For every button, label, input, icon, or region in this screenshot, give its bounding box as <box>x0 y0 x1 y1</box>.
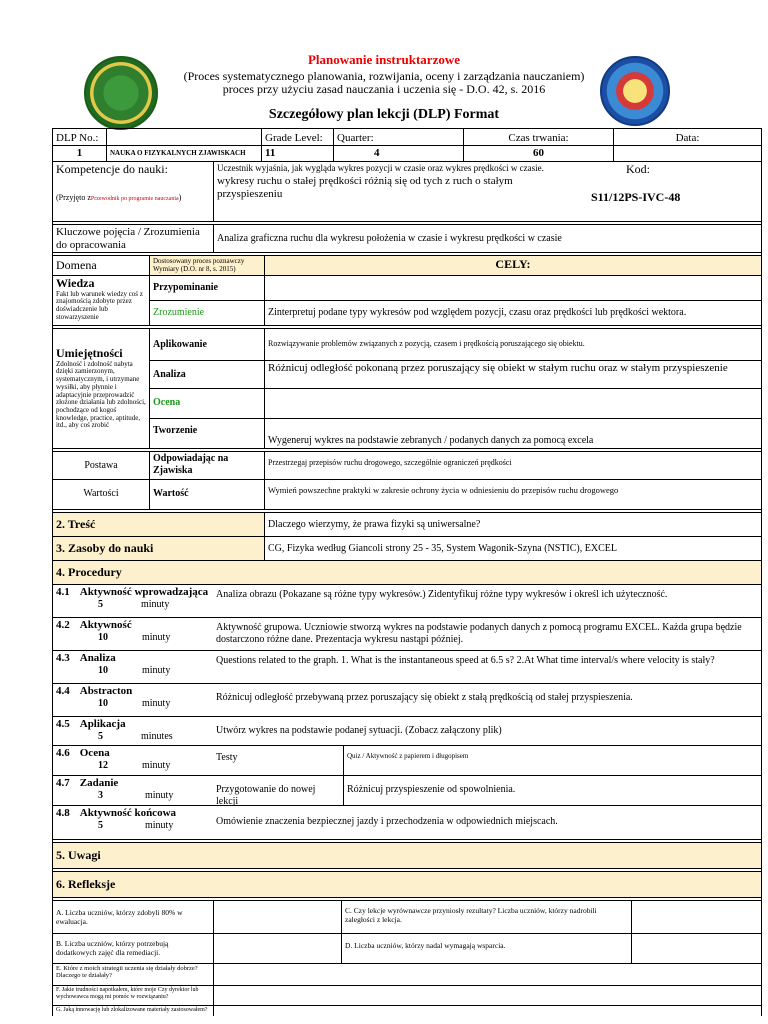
procedure-text: Questions related to the graph. 1. What is the instantaneous speed at 6.5 s? 2.At What time interval/s where velocity is stały? <box>216 655 715 666</box>
create-cell: Tworzenie <box>149 419 264 448</box>
knowledge-title: Wiedza <box>56 276 95 290</box>
procedure-text: Omówienie znaczenia bezpiecznej jazdy i przechodzenia w odpowiednich miejscach. <box>216 816 558 827</box>
document-header <box>0 0 768 128</box>
procedure-text: Różnicuj odległość przebywaną przez poruszający się obiekt z stałą prędkością od stałej przyspieszenia. <box>216 692 633 703</box>
planning-description: (Proces systematycznego planowania, rozwijania, oceny i zarządzania nauczaniem) <box>183 69 585 83</box>
reflection-row <box>52 901 762 934</box>
resources-text: CG, Fizyka według Giancoli strony 25 - 35, System Wagonik-Szyna (NSTIC), EXCEL <box>264 537 761 560</box>
values-goal: Wymień powszechne praktyki w zakresie ochrony życia w odniesieniu do przepisów ruchu drogowego <box>264 480 761 509</box>
attitude-goal: Przestrzegaj przepisów ruchu drogowego, szczególnie ograniczeń prędkości <box>264 452 761 479</box>
key-concepts-label: Kluczowe pojęcia / Zrozumienia do opracowania <box>56 226 200 251</box>
key-concepts-row <box>52 225 762 253</box>
reflection-c-answer[interactable] <box>631 901 761 933</box>
reflection-g: G. Jaką innowację lub zlokalizowane materiały zastosowałem? <box>56 1007 208 1013</box>
reflection-c: C. Czy lekcje wyrównawcze przyniosły rezultaty? Liczba uczniów, którzy nadrobili zaległości z lekcja. <box>341 901 631 933</box>
analyze-goal: Różnicuj odległość pokonaną przez poruszający się obiekt w stałym ruchu oraz w stałym przyspieszenie <box>264 361 761 389</box>
reflection-b: B. Liczba uczniów, którzy potrzebują dodatkowych zajęć dla remediacji. <box>56 939 169 957</box>
procedure-text-detail: Różnicuj przyspieszenie od spowolnienia. <box>343 776 761 805</box>
attitude-label: Postawa <box>84 460 118 471</box>
procedure-name-cell: 4.1 Aktywność wprowadzająca 5 minuty <box>56 586 209 610</box>
procedure-name-cell: 4.8 Aktywność końcowa 5 minuty <box>56 807 177 831</box>
info-labels-row <box>52 128 762 146</box>
duration-label: Czas trwania: <box>463 129 613 145</box>
procedure-item <box>52 651 762 684</box>
knowledge-label-cell <box>53 276 149 325</box>
reflection-f: F. Jakie trudności napotkałem, które moje Czy dyrektor lub wychowawca mogą mi pomóc w rozwiązaniu? <box>56 987 199 1000</box>
analyze-cell: Analiza <box>149 361 264 389</box>
procedure-name-cell: 4.2 Aktywność 10 minuty <box>56 619 171 643</box>
reflection-a: A. Liczba uczniów, którzy zdobyli 80% w ewaluacja. <box>56 908 183 926</box>
blank-label-cell <box>106 129 261 145</box>
procedure-text: Testy <box>216 752 238 763</box>
remarks-row <box>52 843 762 869</box>
date-value <box>613 146 761 161</box>
competency-text-cell <box>213 162 548 221</box>
competency-label: Kompetencje do nauki: <box>56 162 168 176</box>
grade-level-value: 11 <box>261 146 333 161</box>
grade-level-label: Grade Level: <box>261 129 333 145</box>
evaluate-goal <box>264 389 761 419</box>
values-row <box>52 480 762 510</box>
skills-row <box>52 329 762 449</box>
procedure-item <box>52 746 762 776</box>
create-goal: Wygeneruj wykres na podstawie zebranych / podanych danych za pomocą excela <box>264 419 761 448</box>
dlp-table <box>52 128 762 1016</box>
procedure-name-cell: 4.3 Analiza 10 minuty <box>56 652 171 676</box>
content-row <box>52 513 762 537</box>
quarter-label: Quarter: <box>333 129 463 145</box>
understand-cell: Zrozumienie <box>149 301 264 325</box>
reflection-row <box>52 934 762 964</box>
info-values-row <box>52 146 762 162</box>
duration-value: 60 <box>463 146 613 161</box>
knowledge-row <box>52 276 762 326</box>
values-value: Wartość <box>149 480 264 509</box>
dlp-no-label: DLP No.: <box>56 132 99 144</box>
procedure-name-cell: 4.5 Aplikacja 5 minutes <box>56 718 173 742</box>
reflection-g-answer[interactable] <box>213 1006 761 1016</box>
attitude-row <box>52 452 762 480</box>
skills-description: Zdolność i zdolność nabyta dzięki zamierzonym, systematycznym, i utrzymane wysiłki, aby płynnie i adaptacyjnie przeprowadzić złożone działania lub zdolności, pochodzące od kogoś knowledge, practice, aptitude, itd., aby coś zrobić <box>56 359 146 430</box>
code-label: Kod: <box>626 162 650 176</box>
competency-row <box>52 162 762 222</box>
procedure-item <box>52 806 762 840</box>
procedure-item <box>52 776 762 806</box>
skills-title: Umiejętności <box>56 346 123 360</box>
resources-row <box>52 537 762 561</box>
date-label: Data: <box>613 129 761 145</box>
apply-goal: Rozwiązywanie problemów związanych z pozycją, czasem i prędkością poruszającego się obiektu. <box>264 329 761 361</box>
procedure-name-cell: 4.4 Abstracton 10 minuty <box>56 685 171 709</box>
attitude-respond: Odpowiadając na Zjawiska <box>149 452 264 479</box>
reflection-e-answer[interactable] <box>213 964 761 985</box>
values-label: Wartości <box>83 488 119 499</box>
planning-reference: proces przy użyciu zasad nauczania i uczenia się - D.O. 42, s. 2016 <box>222 82 546 96</box>
process-dimensions-note: Dostosowany proces poznawczy Wymiary (D.O. nr 8, s. 2015) <box>149 256 264 275</box>
procedure-text: Utwórz wykres na podstawie podanej sytuacji. (Zobacz załączony plik) <box>216 725 502 736</box>
code-cell <box>548 162 761 221</box>
knowledge-description: Fakt lub warunek wiedzy coś z znajomością zdobyte przez doświadczenie lub stowarzyszenie <box>56 289 143 321</box>
competency-source-note: (Przyjęto zPrzewodnik po programie nauczania) <box>56 192 182 202</box>
dlp-no-value: 1 <box>76 147 83 159</box>
domain-row <box>52 256 762 276</box>
planning-title: Planowanie instruktarzowe <box>307 52 461 67</box>
reflection-row <box>52 986 762 1006</box>
procedures-label: 4. Procedury <box>56 565 122 579</box>
competency-label-cell <box>53 162 213 221</box>
content-text: Dlaczego wierzymy, że prawa fizyki są uniwersalne? <box>264 513 761 536</box>
procedure-item <box>52 618 762 651</box>
competency-text-main: wykresy ruchu o stałej prędkości różnią się od tych z ruch o stałym przyspieszeniu <box>217 175 513 200</box>
quarter-value: 4 <box>333 146 463 161</box>
procedure-text: Aktywność grupowa. Uczniowie stworzą wykres na podstawie podanych danych z pomocą programu EXCEL. Każda grupa będzie dostarczono różne dane. Prezentacja wykresu nastąpi później. <box>216 622 742 645</box>
domain-label: Domena <box>56 258 97 272</box>
remember-goal <box>264 276 761 301</box>
resources-label: 3. Zasoby do nauki <box>53 537 264 560</box>
goals-label: CELY: <box>264 256 761 275</box>
dlp-format-title: Szczegółowy plan lekcji (DLP) Format <box>268 107 500 122</box>
reflection-row <box>52 964 762 986</box>
reflection-row <box>52 1006 762 1016</box>
procedure-item <box>52 585 762 618</box>
procedure-item <box>52 684 762 717</box>
reflections-label: 6. Refleksje <box>56 877 116 891</box>
remarks-label: 5. Uwagi <box>56 848 101 862</box>
reflection-b-answer[interactable] <box>213 934 341 963</box>
key-concepts-text: Analiza graficzna ruchu dla wykresu położenia w czasie i wykresu prędkości w czasie <box>213 225 761 252</box>
reflection-a-answer[interactable] <box>213 901 341 933</box>
procedure-name-cell: 4.7 Zadanie 3 minuty <box>56 777 174 801</box>
procedure-text-detail: Quiz / Aktywność z papierem i długopisem <box>343 746 761 775</box>
reflection-d-answer[interactable] <box>631 934 761 963</box>
procedures-row <box>52 561 762 585</box>
reflection-d: D. Liczba uczniów, którzy nadal wymagają wsparcia. <box>341 934 631 963</box>
reflection-e: E. Które z moich strategii uczenia się działały dobrze? Dlaczego te działały? <box>56 965 198 980</box>
content-label: 2. Treść <box>53 513 264 536</box>
reflection-f-answer[interactable] <box>213 986 761 1005</box>
evaluate-cell: Ocena <box>149 389 264 419</box>
apply-cell: Aplikowanie <box>149 329 264 361</box>
code-value: S11/12PS-IVC-48 <box>591 189 681 204</box>
understand-goal: Zinterpretuj podane typy wykresów pod względem pozycji, czasu oraz prędkości lub prędkości wektora. <box>264 301 761 325</box>
competency-text-small: Uczestnik wyjaśnia, jak wygląda wykres pozycji w czasie oraz wykres prędkości w czasie. <box>217 163 544 173</box>
subject-value: NAUKA O FIZYKALNYCH ZJAWISKACH <box>106 146 261 161</box>
procedure-text: Analiza obrazu (Pokazane są różne typy wykresów.) Zidentyfikuj różne typy wykresów i określ ich użyteczność. <box>216 589 668 600</box>
skills-label-cell <box>53 329 149 448</box>
remember-cell: Przypominanie <box>149 276 264 301</box>
reflections-row <box>52 872 762 898</box>
procedure-name-cell: 4.6 Ocena 12 minuty <box>56 747 171 771</box>
procedure-text: Przygotowanie do nowej lekcji <box>216 784 316 805</box>
procedure-item <box>52 717 762 746</box>
